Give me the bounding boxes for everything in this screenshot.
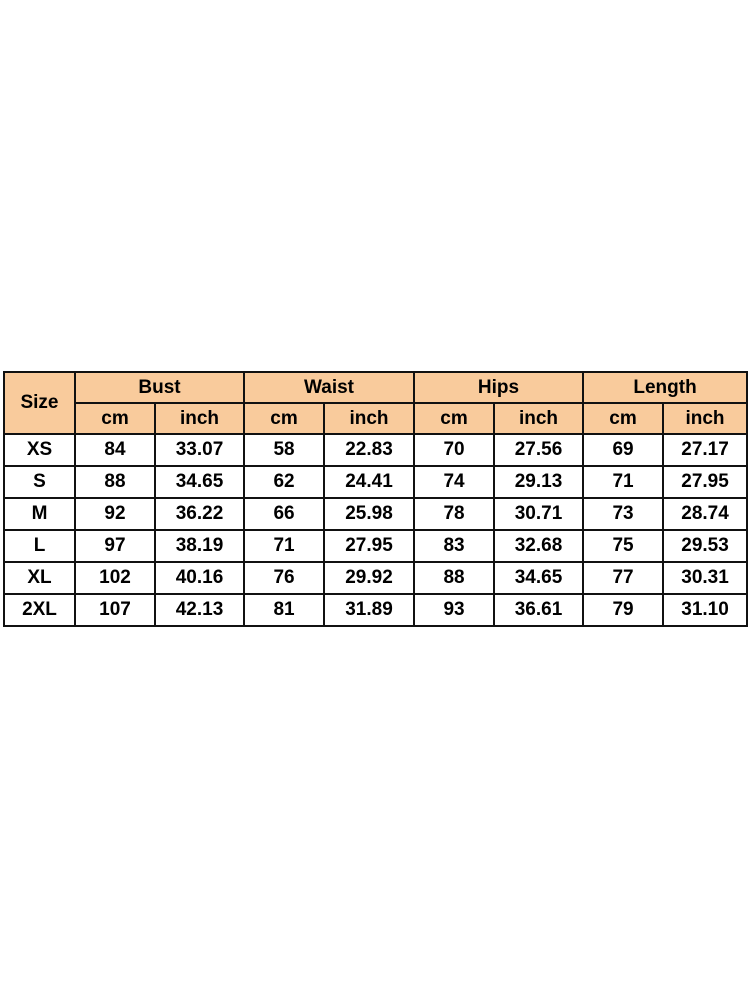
hips-cm-cell: 74 — [414, 466, 494, 498]
bust-inch-cell: 42.13 — [155, 594, 244, 626]
waist-cm-cell: 71 — [244, 530, 324, 562]
length-cm-cell: 79 — [583, 594, 663, 626]
unit-header-cm: cm — [75, 403, 155, 434]
waist-cm-cell: 58 — [244, 434, 324, 466]
bust-cm-cell: 102 — [75, 562, 155, 594]
bust-inch-cell: 40.16 — [155, 562, 244, 594]
length-inch-cell: 30.31 — [663, 562, 747, 594]
hips-inch-cell: 27.56 — [494, 434, 583, 466]
hips-inch-cell: 32.68 — [494, 530, 583, 562]
waist-inch-cell: 22.83 — [324, 434, 414, 466]
size-cell: XS — [4, 434, 75, 466]
unit-header-cm: cm — [244, 403, 324, 434]
size-header: Size — [4, 372, 75, 434]
bust-header: Bust — [75, 372, 244, 403]
unit-header-inch: inch — [494, 403, 583, 434]
length-inch-cell: 29.53 — [663, 530, 747, 562]
table-row — [4, 530, 747, 562]
size-cell: M — [4, 498, 75, 530]
unit-header-inch: inch — [324, 403, 414, 434]
length-cm-cell: 77 — [583, 562, 663, 594]
bust-inch-cell: 34.65 — [155, 466, 244, 498]
hips-header: Hips — [414, 372, 583, 403]
bust-cm-cell: 107 — [75, 594, 155, 626]
size-cell: XL — [4, 562, 75, 594]
hips-cm-cell: 70 — [414, 434, 494, 466]
table-row — [4, 434, 747, 466]
unit-header-cm: cm — [414, 403, 494, 434]
unit-header-cm: cm — [583, 403, 663, 434]
size-cell: 2XL — [4, 594, 75, 626]
length-cm-cell: 69 — [583, 434, 663, 466]
bust-cm-cell: 97 — [75, 530, 155, 562]
length-inch-cell: 31.10 — [663, 594, 747, 626]
header-row-units — [4, 403, 747, 434]
hips-inch-cell: 36.61 — [494, 594, 583, 626]
bust-inch-cell: 36.22 — [155, 498, 244, 530]
table-row — [4, 562, 747, 594]
size-chart-table — [3, 371, 748, 627]
unit-header-inch: inch — [155, 403, 244, 434]
table-row — [4, 498, 747, 530]
length-inch-cell: 28.74 — [663, 498, 747, 530]
waist-cm-cell: 81 — [244, 594, 324, 626]
bust-cm-cell: 84 — [75, 434, 155, 466]
bust-inch-cell: 33.07 — [155, 434, 244, 466]
length-cm-cell: 71 — [583, 466, 663, 498]
length-cm-cell: 75 — [583, 530, 663, 562]
waist-cm-cell: 76 — [244, 562, 324, 594]
size-cell: L — [4, 530, 75, 562]
waist-inch-cell: 29.92 — [324, 562, 414, 594]
hips-inch-cell: 30.71 — [494, 498, 583, 530]
waist-cm-cell: 66 — [244, 498, 324, 530]
bust-cm-cell: 88 — [75, 466, 155, 498]
size-cell: S — [4, 466, 75, 498]
length-inch-cell: 27.95 — [663, 466, 747, 498]
header-row-groups — [4, 372, 747, 403]
waist-inch-cell: 27.95 — [324, 530, 414, 562]
table-row — [4, 594, 747, 626]
waist-header: Waist — [244, 372, 414, 403]
waist-inch-cell: 24.41 — [324, 466, 414, 498]
waist-cm-cell: 62 — [244, 466, 324, 498]
waist-inch-cell: 31.89 — [324, 594, 414, 626]
hips-cm-cell: 93 — [414, 594, 494, 626]
length-header: Length — [583, 372, 747, 403]
bust-inch-cell: 38.19 — [155, 530, 244, 562]
unit-header-inch: inch — [663, 403, 747, 434]
length-cm-cell: 73 — [583, 498, 663, 530]
hips-inch-cell: 34.65 — [494, 562, 583, 594]
bust-cm-cell: 92 — [75, 498, 155, 530]
hips-inch-cell: 29.13 — [494, 466, 583, 498]
hips-cm-cell: 88 — [414, 562, 494, 594]
table-row — [4, 466, 747, 498]
hips-cm-cell: 78 — [414, 498, 494, 530]
length-inch-cell: 27.17 — [663, 434, 747, 466]
hips-cm-cell: 83 — [414, 530, 494, 562]
waist-inch-cell: 25.98 — [324, 498, 414, 530]
